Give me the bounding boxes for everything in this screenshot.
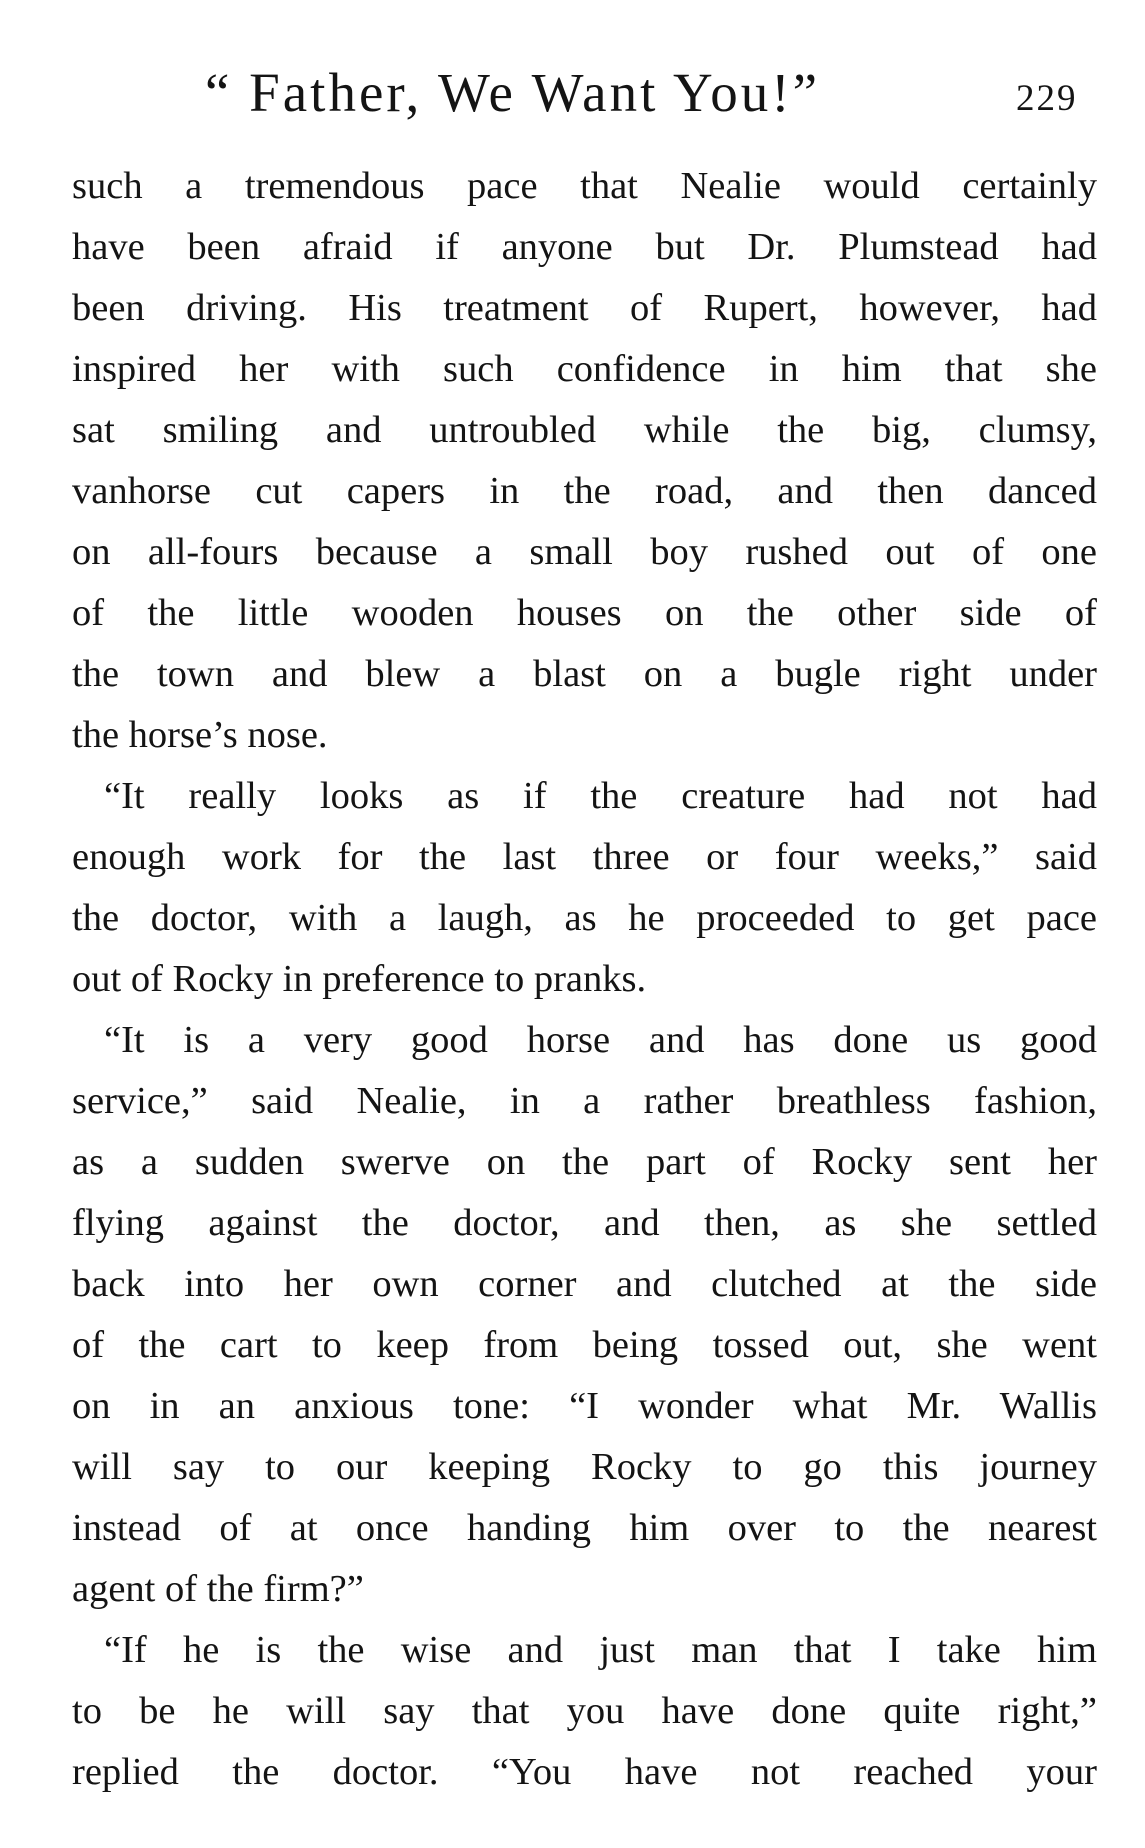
text-line: vanhorse cut capers in the road, and then danced (72, 470, 1097, 512)
running-title: “ Father, We Want You!” (205, 62, 820, 123)
text-line: on in an anxious tone: “I wonder what Mr. Wallis (72, 1385, 1097, 1427)
text-line: inspired her with such confidence in him that she (72, 348, 1097, 390)
text-line: agent of the firm?” (72, 1568, 364, 1610)
page-number: 229 (1016, 78, 1078, 119)
text-line: back into her own corner and clutched at the side (72, 1263, 1097, 1305)
page-header (0, 48, 1145, 138)
text-line: “It really looks as if the creature had not had (104, 775, 1097, 817)
text-line: been driving. His treatment of Rupert, however, had (72, 287, 1097, 329)
text-line: replied the doctor. “You have not reached your (72, 1751, 1097, 1793)
text-line: of the little wooden houses on the other side of (72, 592, 1097, 634)
text-line: on all-fours because a small boy rushed out of one (72, 531, 1097, 573)
text-line: enough work for the last three or four weeks,” said (72, 836, 1097, 878)
text-line: flying against the doctor, and then, as she settled (72, 1202, 1097, 1244)
text-line: to be he will say that you have done quite right,” (72, 1690, 1097, 1732)
text-line: the horse’s nose. (72, 714, 328, 756)
text-line: the doctor, with a laugh, as he proceeded to get pace (72, 897, 1097, 939)
text-line: such a tremendous pace that Nealie would certainly (72, 165, 1097, 207)
text-line: “It is a very good horse and has done us good (104, 1019, 1097, 1061)
text-line: of the cart to keep from being tossed out, she went (72, 1324, 1097, 1366)
text-line: “If he is the wise and just man that I take him (104, 1629, 1097, 1671)
body-text (72, 156, 1097, 1803)
text-line: the town and blew a blast on a bugle right under (72, 653, 1097, 695)
text-line: sat smiling and untroubled while the big, clumsy, (72, 409, 1097, 451)
text-line: out of Rocky in preference to pranks. (72, 958, 647, 1000)
text-line: as a sudden swerve on the part of Rocky sent her (72, 1141, 1097, 1183)
text-line: service,” said Nealie, in a rather breathless fashion, (72, 1080, 1097, 1122)
text-line: instead of at once handing him over to the nearest (72, 1507, 1097, 1549)
text-line: have been afraid if anyone but Dr. Plumstead had (72, 226, 1097, 268)
text-line: will say to our keeping Rocky to go this journey (72, 1446, 1097, 1488)
